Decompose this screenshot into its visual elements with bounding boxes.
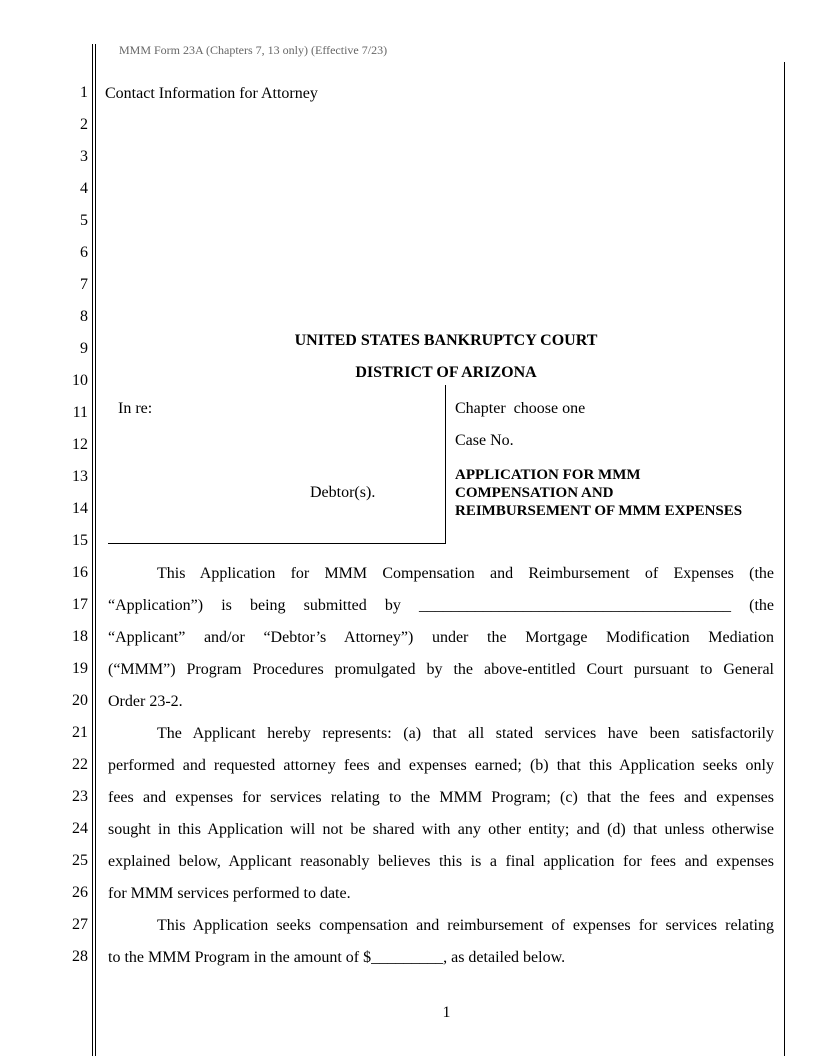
line-number: 19 xyxy=(72,660,88,677)
line-number: 26 xyxy=(72,884,88,901)
line-number: 27 xyxy=(72,916,88,933)
line-number: 25 xyxy=(72,852,88,869)
left-margin-rule-inner xyxy=(95,44,96,1056)
case-no-label: Case No. xyxy=(455,432,514,449)
document-title xyxy=(455,466,742,520)
caption-underline xyxy=(108,543,446,544)
line-number: 15 xyxy=(72,532,88,549)
court-district: DISTRICT OF ARIZONA xyxy=(355,364,537,381)
line-number: 16 xyxy=(72,564,88,581)
line-number: 3 xyxy=(80,148,88,165)
line-number: 2 xyxy=(80,116,88,133)
court-name: UNITED STATES BANKRUPTCY COURT xyxy=(294,332,598,349)
body-line: This Application seeks compensation and reimbursement of expenses for services relating xyxy=(157,917,774,934)
body-line: sought in this Application will not be shared with any other entity; and (d) that unless otherwise xyxy=(108,821,774,838)
chapter-select[interactable]: choose one xyxy=(513,400,586,417)
line-number: 23 xyxy=(72,788,88,805)
line-number: 10 xyxy=(72,372,88,389)
line-number: 8 xyxy=(80,308,88,325)
body-line: This Application for MMM Compensation and Reimbursement of Expenses (the xyxy=(157,565,774,582)
line-number: 6 xyxy=(80,244,88,261)
line-number: 5 xyxy=(80,212,88,229)
body-line: (“MMM”) Program Procedures promulgated by the above-entitled Court pursuant to General xyxy=(108,661,774,678)
line-number: 22 xyxy=(72,756,88,773)
body-line: explained below, Applicant reasonably believes this is a final application for fees and expenses xyxy=(108,853,774,870)
body-line: “Applicant” and/or “Debtor’s Attorney”) under the Mortgage Modification Mediation xyxy=(108,629,774,646)
line-number: 9 xyxy=(80,340,88,357)
chapter-row xyxy=(455,400,585,418)
line-number: 7 xyxy=(80,276,88,293)
line-number: 21 xyxy=(72,724,88,741)
line-number: 20 xyxy=(72,692,88,709)
attorney-contact-label: Contact Information for Attorney xyxy=(105,85,318,102)
caption-divider xyxy=(445,385,446,544)
body-line: performed and requested attorney fees and expenses earned; (b) that this Application seeks only xyxy=(108,757,774,774)
document-title-line: COMPENSATION AND xyxy=(455,485,614,501)
line-number: 1 xyxy=(80,84,88,101)
left-margin-rule-outer xyxy=(92,44,93,1056)
form-header: MMM Form 23A (Chapters 7, 13 only) (Effective 7/23) xyxy=(119,43,388,57)
line-number: 4 xyxy=(80,180,88,197)
chapter-label: Chapter xyxy=(455,400,506,417)
body-line: “Application”) is being submitted by _______________________________________ (the xyxy=(108,597,774,614)
document-title-line: REIMBURSEMENT OF MMM EXPENSES xyxy=(455,503,743,519)
in-re-label: In re: xyxy=(118,400,153,417)
page-number: 1 xyxy=(442,1004,451,1021)
line-number: 28 xyxy=(72,948,88,965)
body-line: The Applicant hereby represents: (a) that all stated services have been satisfactorily xyxy=(157,725,774,742)
right-margin-rule xyxy=(784,62,785,1056)
line-number: 13 xyxy=(72,468,88,485)
line-number: 14 xyxy=(72,500,88,517)
line-number: 17 xyxy=(72,596,88,613)
line-number: 18 xyxy=(72,628,88,645)
debtor-label: Debtor(s). xyxy=(310,484,376,501)
body-line: Order 23-2. xyxy=(108,693,183,710)
body-line: for MMM services performed to date. xyxy=(108,885,351,902)
document-title-line: APPLICATION FOR MMM xyxy=(455,467,641,483)
body-line: to the MMM Program in the amount of $_________, as detailed below. xyxy=(108,949,566,966)
line-number: 11 xyxy=(72,404,88,421)
line-number: 24 xyxy=(72,820,88,837)
body-line: fees and expenses for services relating to the MMM Program; (c) that the fees and expenses xyxy=(108,789,774,806)
line-number: 12 xyxy=(72,436,88,453)
